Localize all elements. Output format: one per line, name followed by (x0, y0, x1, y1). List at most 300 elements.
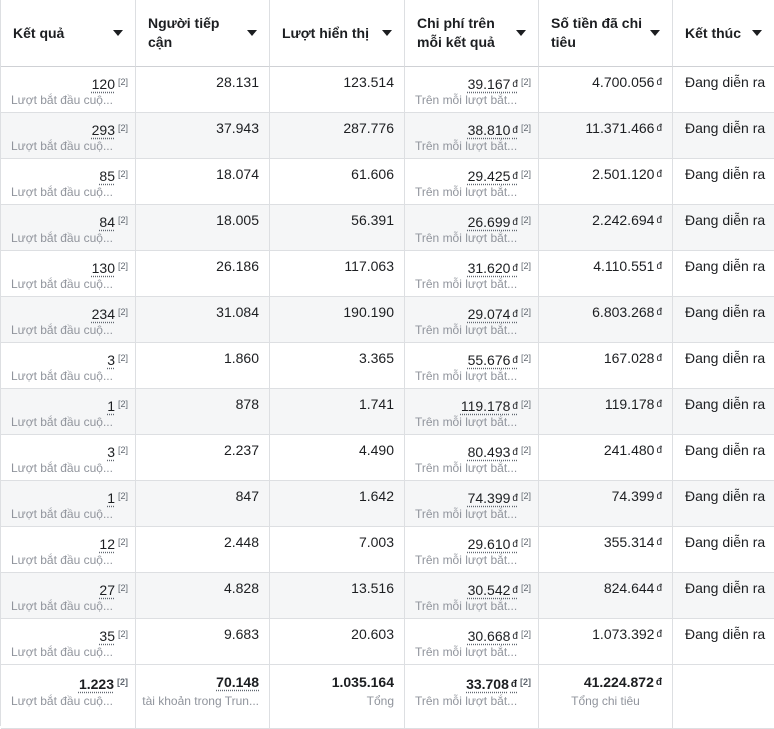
reach-value: 1.860 (223, 350, 259, 366)
note-marker: [2] (520, 629, 531, 639)
currency-symbol: đ (656, 583, 662, 594)
note-marker: [2] (117, 677, 128, 687)
reach-value: 28.131 (216, 74, 259, 90)
cost-cell (405, 481, 539, 527)
results-cell (1, 67, 136, 113)
status-label: Đang diễn ra (685, 534, 766, 550)
cost-cell (405, 67, 539, 113)
results-cell (1, 389, 136, 435)
reach-cell (136, 527, 270, 573)
results-cell (1, 297, 136, 343)
results-value (92, 74, 128, 92)
impressions-cell (270, 343, 405, 389)
impressions-cell (270, 205, 405, 251)
note-marker: [2] (520, 169, 531, 179)
cost-cell (405, 297, 539, 343)
header-cost-per-result-label: Chi phí trên mỗi kết quả (417, 15, 495, 50)
cost-cell (405, 389, 539, 435)
status-label: Đang diễn ra (685, 166, 766, 182)
note-marker: [2] (520, 445, 531, 455)
spent-value (585, 120, 662, 137)
cost-sublabel: Trên mỗi lượt bắt... (415, 415, 518, 429)
results-link[interactable]: 1 (107, 490, 115, 506)
header-impressions[interactable] (270, 0, 405, 67)
spent-amount: 11.371.466 (585, 120, 655, 136)
spent-cell (539, 113, 673, 159)
currency-symbol: đ (512, 447, 518, 458)
cost-amount: 31.620 (467, 260, 511, 276)
total-spent-amount: 41.224.872 (583, 674, 654, 690)
currency-symbol: đ (512, 631, 518, 642)
results-sublabel: Lượt bắt đầu cuộ... (11, 185, 113, 199)
impressions-value: 4.490 (358, 442, 394, 458)
spent-amount: 6.803.268 (592, 304, 655, 320)
spent-cell (539, 159, 673, 205)
currency-symbol: đ (512, 493, 518, 504)
currency-symbol: đ (656, 399, 662, 410)
cost-sublabel: Trên mỗi lượt bắt... (415, 323, 518, 337)
spent-value (604, 580, 662, 597)
results-link[interactable]: 234 (91, 306, 115, 322)
total-cost-sublabel: Trên mỗi lượt bắt... (415, 694, 518, 708)
cost-sublabel: Trên mỗi lượt bắt... (415, 277, 518, 291)
results-value (107, 442, 128, 460)
cost-sublabel: Trên mỗi lượt bắt... (415, 507, 518, 521)
results-cell (1, 527, 136, 573)
reach-cell (136, 619, 270, 665)
results-value (99, 166, 128, 184)
cost-value (468, 74, 531, 93)
cost-value (468, 442, 531, 461)
reach-cell (136, 113, 270, 159)
results-sublabel: Lượt bắt đầu cuộ... (11, 93, 113, 107)
currency-symbol: đ (656, 537, 662, 548)
reach-cell (136, 159, 270, 205)
spent-value (593, 258, 662, 275)
cost-value (461, 396, 531, 415)
cost-link[interactable] (461, 398, 518, 414)
spent-cell (539, 251, 673, 297)
total-spent-sublabel: Tổng chi tiêu (571, 694, 640, 708)
note-marker: [2] (117, 307, 128, 317)
cost-amount: 80.493 (467, 444, 511, 460)
header-ends[interactable] (673, 0, 774, 67)
reach-value: 18.005 (216, 212, 259, 228)
results-sublabel: Lượt bắt đầu cuộ... (11, 553, 113, 567)
results-link[interactable]: 84 (99, 214, 115, 230)
results-sublabel: Lượt bắt đầu cuộ... (11, 277, 113, 291)
spent-value (605, 396, 662, 413)
cost-sublabel: Trên mỗi lượt bắt... (415, 231, 518, 245)
cost-link[interactable] (468, 536, 518, 552)
total-status-cell (673, 665, 774, 729)
cost-sublabel: Trên mỗi lượt bắt... (415, 461, 518, 475)
cost-link[interactable] (468, 490, 518, 506)
cost-sublabel: Trên mỗi lượt bắt... (415, 185, 518, 199)
results-link[interactable]: 293 (91, 122, 115, 138)
cost-value (468, 120, 531, 139)
currency-symbol: đ (512, 355, 518, 366)
results-link[interactable]: 27 (99, 582, 115, 598)
results-value (99, 580, 128, 598)
header-amount-spent[interactable] (539, 0, 673, 67)
results-sublabel: Lượt bắt đầu cuộ... (11, 415, 113, 429)
cost-value (468, 626, 531, 645)
chevron-down-icon[interactable] (650, 30, 660, 36)
total-results-link[interactable]: 1.223 (78, 676, 114, 692)
cost-link[interactable] (468, 352, 518, 368)
status-cell (673, 343, 774, 389)
cost-cell (405, 343, 539, 389)
cost-value (468, 488, 531, 507)
impressions-cell (270, 573, 405, 619)
spent-amount: 355.314 (603, 534, 655, 550)
total-reach-value[interactable]: 70.148 (216, 674, 259, 690)
cost-value (468, 534, 531, 553)
currency-symbol: đ (656, 169, 662, 180)
results-value (107, 396, 128, 414)
spent-amount: 4.110.551 (593, 258, 655, 274)
note-marker: [2] (520, 537, 531, 547)
currency-symbol: đ (655, 677, 662, 688)
cost-link[interactable] (468, 306, 518, 322)
note-marker: [2] (117, 261, 128, 271)
currency-symbol: đ (512, 309, 518, 320)
status-cell (673, 481, 774, 527)
impressions-value: 20.603 (351, 626, 394, 642)
status-label: Đang diễn ra (685, 212, 766, 228)
cost-amount: 29.074 (467, 306, 511, 322)
currency-symbol: đ (512, 217, 518, 228)
chevron-down-icon[interactable] (247, 30, 257, 36)
reach-value: 878 (235, 396, 259, 412)
status-label: Đang diễn ra (685, 442, 766, 458)
results-value (107, 488, 128, 506)
note-marker: [2] (117, 629, 128, 639)
reach-cell (136, 297, 270, 343)
note-marker: [2] (520, 261, 531, 271)
reach-cell (136, 435, 270, 481)
note-marker: [2] (117, 215, 128, 225)
cost-sublabel: Trên mỗi lượt bắt... (415, 599, 518, 613)
spent-cell (539, 389, 673, 435)
cost-value (468, 166, 531, 185)
results-cell (1, 619, 136, 665)
results-link[interactable]: 130 (91, 260, 115, 276)
results-value (107, 350, 128, 368)
total-cost-value (466, 674, 531, 693)
status-cell (673, 573, 774, 619)
reach-value: 2.237 (223, 442, 259, 458)
chevron-down-icon[interactable] (113, 30, 123, 36)
spent-cell (539, 343, 673, 389)
reach-cell (136, 251, 270, 297)
results-cell (1, 573, 136, 619)
reach-value: 4.828 (223, 580, 259, 596)
cost-link[interactable] (468, 628, 518, 644)
results-sublabel: Lượt bắt đầu cuộ... (11, 369, 113, 383)
cost-sublabel: Trên mỗi lượt bắt... (415, 645, 518, 659)
impressions-cell (270, 527, 405, 573)
cost-link[interactable] (468, 214, 518, 230)
spent-amount: 74.399 (611, 488, 655, 504)
spent-amount: 824.644 (603, 580, 655, 596)
currency-symbol: đ (656, 445, 662, 456)
impressions-value: 3.365 (358, 350, 394, 366)
results-sublabel: Lượt bắt đầu cuộ... (11, 507, 113, 521)
spent-cell (539, 297, 673, 343)
impressions-cell (270, 389, 405, 435)
results-value (99, 534, 128, 552)
results-cell (1, 113, 136, 159)
note-marker: [2] (520, 123, 531, 133)
impressions-cell (270, 251, 405, 297)
results-value (92, 304, 128, 322)
results-link[interactable]: 3 (107, 444, 115, 460)
spent-value (612, 488, 662, 505)
total-results-cell (1, 665, 136, 729)
status-label: Đang diễn ra (685, 580, 766, 596)
note-marker: [2] (117, 77, 128, 87)
note-marker: [2] (520, 399, 531, 409)
header-results-label: Kết quả (13, 24, 65, 41)
spent-cell (539, 67, 673, 113)
impressions-value: 1.741 (358, 396, 394, 412)
total-spent-value (584, 674, 662, 691)
impressions-value: 13.516 (351, 580, 394, 596)
total-results-value (79, 674, 128, 692)
cost-cell (405, 527, 539, 573)
currency-symbol: đ (512, 263, 518, 274)
spent-value (604, 442, 662, 459)
status-label: Đang diễn ra (685, 626, 766, 642)
spent-amount: 1.073.392 (592, 626, 655, 642)
header-amount-spent-label: Số tiền đã chi tiêu (551, 15, 643, 50)
spent-amount: 167.028 (603, 350, 655, 366)
note-marker: [2] (117, 123, 128, 133)
cost-amount: 74.399 (467, 490, 511, 506)
cost-link[interactable] (468, 168, 518, 184)
note-marker: [2] (117, 537, 128, 547)
results-link[interactable]: 1 (107, 398, 115, 414)
note-marker: [2] (117, 169, 128, 179)
note-marker: [2] (520, 307, 531, 317)
cost-link[interactable] (468, 76, 518, 92)
results-value (92, 120, 128, 138)
status-cell (673, 527, 774, 573)
cost-sublabel: Trên mỗi lượt bắt... (415, 553, 518, 567)
note-marker: [2] (117, 399, 128, 409)
cost-value (468, 212, 531, 231)
cost-cell (405, 435, 539, 481)
chevron-down-icon[interactable] (516, 30, 526, 36)
total-cost-link[interactable] (466, 676, 517, 692)
results-value (99, 626, 128, 644)
cost-amount: 38.810 (467, 122, 511, 138)
impressions-value: 117.063 (344, 258, 394, 274)
header-reach-label: Người tiếp cận (148, 15, 220, 50)
results-sublabel: Lượt bắt đầu cuộ... (11, 645, 113, 659)
currency-symbol: đ (656, 77, 662, 88)
cost-value (468, 258, 531, 277)
spent-cell (539, 527, 673, 573)
cost-value (468, 304, 531, 323)
currency-symbol: đ (656, 307, 662, 318)
chevron-down-icon[interactable] (382, 30, 392, 36)
impressions-value: 190.190 (343, 304, 394, 320)
reach-value: 2.448 (223, 534, 259, 550)
results-cell (1, 251, 136, 297)
spent-value (592, 212, 662, 229)
reach-cell (136, 389, 270, 435)
status-label: Đang diễn ra (685, 258, 766, 274)
spent-cell (539, 481, 673, 527)
spent-value (592, 304, 662, 321)
impressions-cell (270, 619, 405, 665)
cost-value (468, 350, 531, 369)
cost-sublabel: Trên mỗi lượt bắt... (415, 139, 518, 153)
cost-cell (405, 205, 539, 251)
reach-value: 18.074 (216, 166, 259, 182)
cost-link[interactable] (468, 444, 518, 460)
impressions-value: 123.514 (343, 74, 394, 90)
results-value (99, 212, 128, 230)
reach-cell (136, 67, 270, 113)
impressions-value: 1.642 (358, 488, 394, 504)
results-cell (1, 481, 136, 527)
impressions-value: 61.606 (351, 166, 394, 182)
spent-cell (539, 573, 673, 619)
reach-value: 9.683 (223, 626, 259, 642)
cost-value (468, 580, 531, 599)
reach-cell (136, 343, 270, 389)
currency-symbol: đ (512, 171, 518, 182)
status-cell (673, 251, 774, 297)
cost-amount: 26.699 (467, 214, 511, 230)
spent-amount: 4.700.056 (592, 74, 655, 90)
impressions-value: 287.776 (343, 120, 394, 136)
results-sublabel: Lượt bắt đầu cuộ... (11, 139, 113, 153)
currency-symbol: đ (656, 353, 662, 364)
header-reach[interactable] (136, 0, 270, 67)
results-cell (1, 435, 136, 481)
reach-cell (136, 205, 270, 251)
spent-value (604, 350, 662, 367)
reach-value: 26.186 (216, 258, 259, 274)
results-link[interactable]: 85 (99, 168, 115, 184)
chevron-down-icon[interactable] (752, 30, 762, 36)
impressions-cell (270, 113, 405, 159)
note-marker: [2] (520, 77, 531, 87)
header-ends-label: Kết thúc (685, 24, 741, 41)
currency-symbol: đ (512, 539, 518, 550)
header-cost-per-result[interactable] (405, 0, 539, 67)
results-link[interactable]: 3 (107, 352, 115, 368)
total-impressions-cell (270, 665, 405, 729)
results-sublabel: Lượt bắt đầu cuộ... (11, 323, 113, 337)
spent-value (592, 166, 662, 183)
total-reach-cell (136, 665, 270, 729)
results-sublabel: Lượt bắt đầu cuộ... (11, 461, 113, 475)
reach-cell (136, 481, 270, 527)
impressions-cell (270, 159, 405, 205)
status-cell (673, 67, 774, 113)
results-link[interactable]: 120 (91, 76, 115, 92)
cost-link[interactable] (468, 260, 518, 276)
note-marker: [2] (117, 353, 128, 363)
cost-cell (405, 251, 539, 297)
total-impressions-sublabel: Tổng (366, 694, 394, 708)
cost-sublabel: Trên mỗi lượt bắt... (415, 93, 518, 107)
spent-value (592, 74, 662, 91)
status-cell (673, 389, 774, 435)
results-link[interactable]: 12 (99, 536, 115, 552)
cost-amount: 30.542 (467, 582, 511, 598)
impressions-cell (270, 67, 405, 113)
cost-amount: 55.676 (467, 352, 511, 368)
status-label: Đang diễn ra (685, 74, 766, 90)
status-label: Đang diễn ra (685, 396, 766, 412)
results-sublabel: Lượt bắt đầu cuộ... (11, 231, 113, 245)
impressions-cell (270, 481, 405, 527)
cost-amount: 29.425 (467, 168, 511, 184)
header-impressions-label: Lượt hiển thị (282, 24, 369, 41)
results-sublabel: Lượt bắt đầu cuộ... (11, 599, 113, 613)
currency-symbol: đ (512, 585, 518, 596)
header-results[interactable] (1, 0, 136, 67)
status-cell (673, 619, 774, 665)
cost-amount: 30.668 (467, 628, 511, 644)
status-cell (673, 205, 774, 251)
status-cell (673, 159, 774, 205)
cost-amount: 39.167 (467, 76, 511, 92)
reach-value: 37.943 (216, 120, 259, 136)
status-cell (673, 113, 774, 159)
spent-amount: 2.242.694 (592, 212, 655, 228)
total-spent-cell (539, 665, 673, 729)
impressions-value: 56.391 (351, 212, 394, 228)
total-cost-amount: 33.708 (466, 676, 509, 692)
spent-amount: 2.501.120 (592, 166, 655, 182)
note-marker: [2] (520, 677, 531, 687)
status-label: Đang diễn ra (685, 350, 766, 366)
impressions-cell (270, 297, 405, 343)
currency-symbol: đ (656, 215, 662, 226)
note-marker: [2] (117, 491, 128, 501)
results-cell (1, 159, 136, 205)
spent-cell (539, 205, 673, 251)
note-marker: [2] (520, 215, 531, 225)
total-cost-cell (405, 665, 539, 729)
results-link[interactable]: 35 (99, 628, 115, 644)
currency-symbol: đ (512, 401, 518, 412)
note-marker: [2] (520, 353, 531, 363)
results-cell (1, 343, 136, 389)
total-reach-sublabel: tài khoản trong Trun... (142, 694, 259, 708)
results-value (92, 258, 128, 276)
total-impressions-value: 1.035.164 (331, 674, 394, 690)
status-cell (673, 297, 774, 343)
cost-cell (405, 113, 539, 159)
cost-link[interactable] (468, 122, 518, 138)
cost-link[interactable] (468, 582, 518, 598)
status-label: Đang diễn ra (685, 304, 766, 320)
status-label: Đang diễn ra (685, 488, 766, 504)
spent-amount: 119.178 (604, 396, 655, 412)
impressions-cell (270, 435, 405, 481)
reach-cell (136, 573, 270, 619)
impressions-value: 7.003 (358, 534, 394, 550)
